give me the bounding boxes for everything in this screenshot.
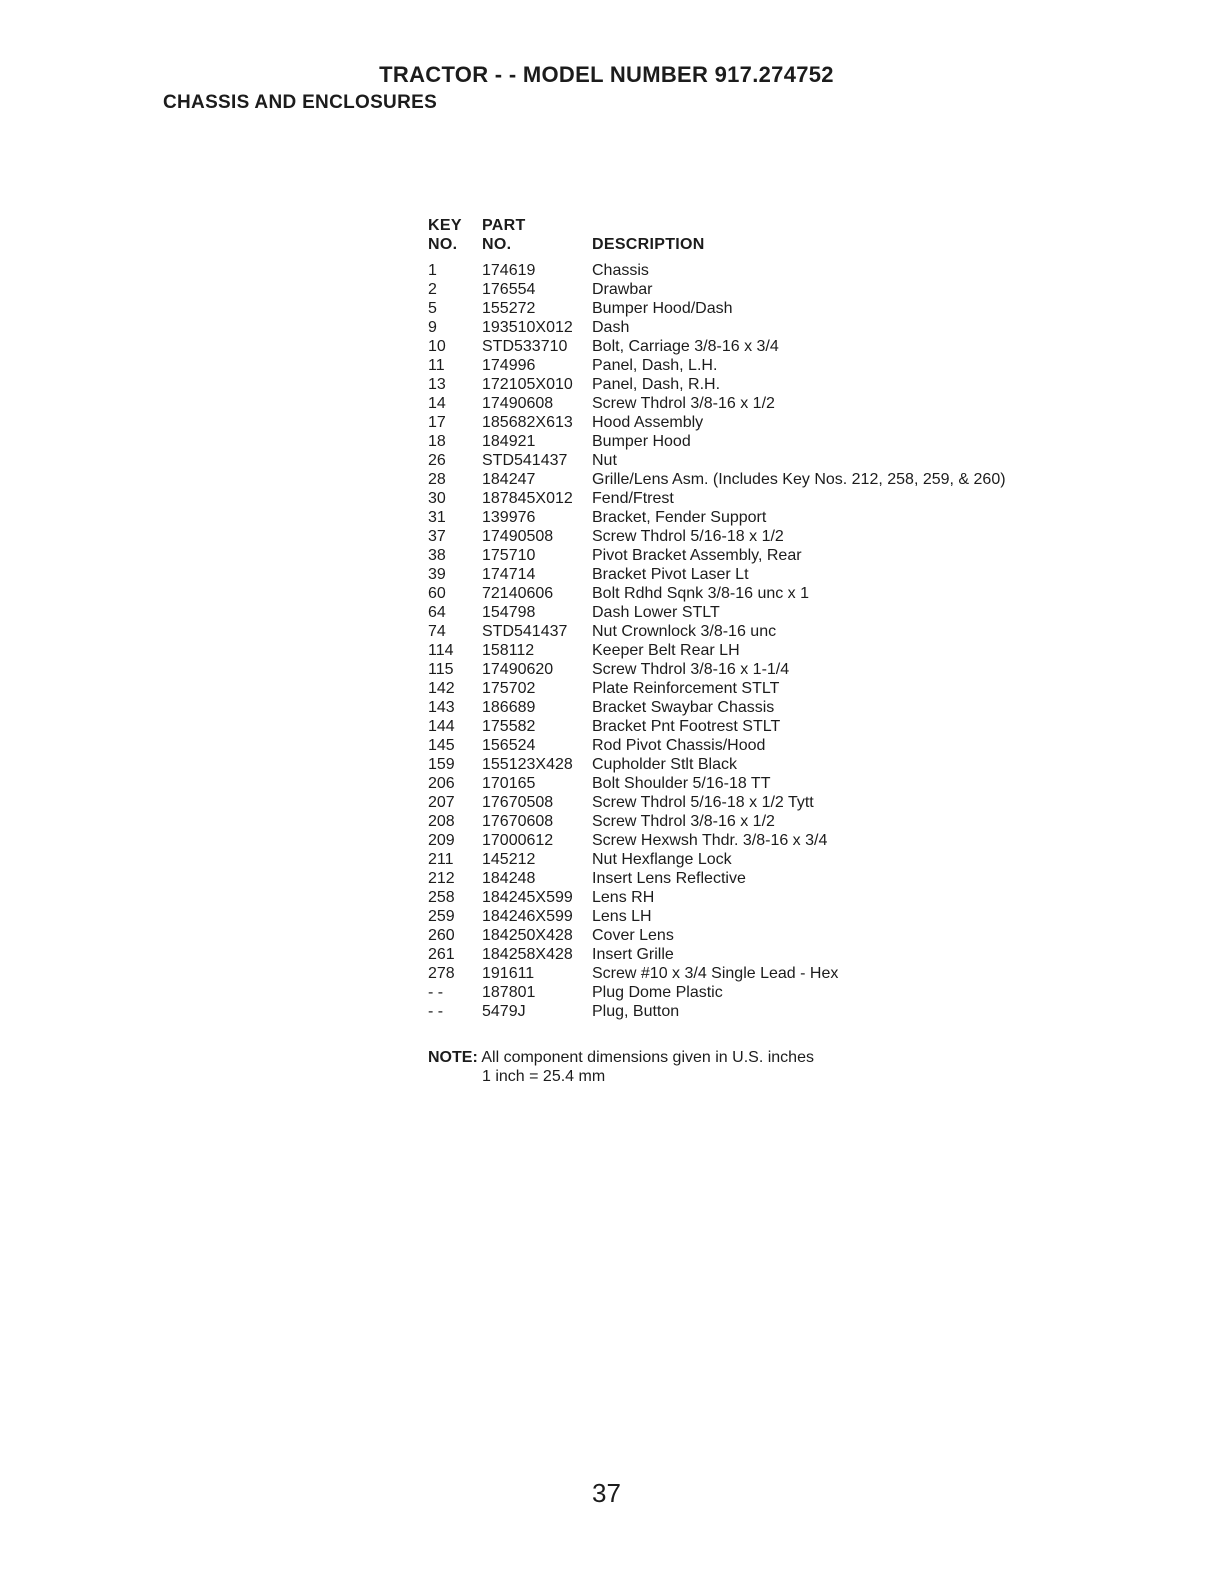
part-description: Screw Hexwsh Thdr. 3/8-16 x 3/4 (592, 832, 828, 849)
part-description: Plug Dome Plastic (592, 984, 723, 1001)
part-description: Dash (592, 319, 630, 336)
table-row (428, 622, 1006, 641)
key-number: 26 (428, 452, 446, 469)
table-row (428, 736, 1006, 755)
part-number: 185682X613 (482, 414, 573, 431)
table-row (428, 888, 1006, 907)
part-number: 193510X012 (482, 319, 573, 336)
table-row (428, 470, 1006, 489)
key-number: - - (428, 1003, 444, 1020)
part-description: Pivot Bracket Assembly, Rear (592, 547, 802, 564)
key-number: 74 (428, 623, 446, 640)
part-description: Dash Lower STLT (592, 604, 720, 621)
part-description: Plate Reinforcement STLT (592, 680, 780, 697)
part-description: Bracket, Fender Support (592, 509, 767, 526)
part-description: Keeper Belt Rear LH (592, 642, 740, 659)
table-row (428, 318, 1006, 337)
table-row (428, 641, 1006, 660)
table-row (428, 926, 1006, 945)
part-number: 155123X428 (482, 756, 573, 773)
part-description: Rod Pivot Chassis/Hood (592, 737, 766, 754)
table-row (428, 660, 1006, 679)
part-description: Hood Assembly (592, 414, 704, 431)
table-header-row (428, 235, 1006, 254)
part-description: Screw #10 x 3/4 Single Lead - Hex (592, 965, 839, 982)
table-row (428, 546, 1006, 565)
table-row (428, 755, 1006, 774)
key-number: 259 (428, 908, 455, 925)
table-row (428, 565, 1006, 584)
part-description: Bumper Hood/Dash (592, 300, 733, 317)
part-description: Insert Grille (592, 946, 674, 963)
part-description: Bolt Rdhd Sqnk 3/8-16 unc x 1 (592, 585, 810, 602)
note-block (428, 1048, 814, 1086)
part-description: Drawbar (592, 281, 653, 298)
part-number: 17490620 (482, 661, 554, 678)
table-row (428, 945, 1006, 964)
key-number: 260 (428, 927, 455, 944)
key-number: 10 (428, 338, 446, 355)
part-number: 175710 (482, 547, 536, 564)
part-number: 186689 (482, 699, 536, 716)
page-number: 37 (592, 1478, 621, 1508)
part-number: 187845X012 (482, 490, 573, 507)
part-number: 139976 (482, 509, 536, 526)
key-number: 115 (428, 661, 454, 678)
page-title: TRACTOR - - MODEL NUMBER 917.274752 (379, 62, 834, 87)
part-description: Nut Crownlock 3/8-16 unc (592, 623, 777, 640)
key-number: 5 (428, 300, 437, 317)
part-number: 184258X428 (482, 946, 573, 963)
table-row (428, 964, 1006, 983)
table-body (428, 261, 1006, 1021)
part-number: 184248 (482, 870, 536, 887)
part-number: 184921 (482, 433, 536, 450)
part-number: STD533710 (482, 338, 568, 355)
part-description: Lens LH (592, 908, 652, 925)
header-part: PART (482, 217, 526, 234)
part-number: STD541437 (482, 452, 568, 469)
key-number: 114 (428, 642, 454, 659)
table-row (428, 698, 1006, 717)
key-number: 144 (428, 718, 455, 735)
part-number: 155272 (482, 300, 536, 317)
header-description: DESCRIPTION (592, 236, 705, 253)
part-description: Bracket Swaybar Chassis (592, 699, 775, 716)
key-number: 11 (428, 357, 445, 374)
part-description: Insert Lens Reflective (592, 870, 746, 887)
key-number: 208 (428, 813, 455, 830)
part-number: 17000612 (482, 832, 554, 849)
part-description: Bolt, Carriage 3/8-16 x 3/4 (592, 338, 779, 355)
part-description: Chassis (592, 262, 649, 279)
note-conversion: 1 inch = 25.4 mm (482, 1068, 606, 1085)
part-number: 187801 (482, 984, 536, 1001)
key-number: 142 (428, 680, 455, 697)
table-row (428, 774, 1006, 793)
part-number: 184245X599 (482, 889, 573, 906)
part-number: 184246X599 (482, 908, 573, 925)
table-row (428, 869, 1006, 888)
part-description: Screw Thdrol 3/8-16 x 1/2 (592, 813, 775, 830)
part-number: 154798 (482, 604, 536, 621)
table-row (428, 793, 1006, 812)
part-description: Screw Thdrol 5/16-18 x 1/2 Tytt (592, 794, 814, 811)
part-number: 17670508 (482, 794, 554, 811)
table-row (428, 850, 1006, 869)
key-number: 206 (428, 775, 455, 792)
part-number: 72140606 (482, 585, 554, 602)
key-number: 212 (428, 870, 455, 887)
table-row (428, 584, 1006, 603)
section-subtitle: CHASSIS AND ENCLOSURES (163, 92, 438, 113)
key-number: 37 (428, 528, 446, 545)
key-number: 9 (428, 319, 437, 336)
key-number: 18 (428, 433, 446, 450)
table-row (428, 983, 1006, 1002)
part-number: 174714 (482, 566, 536, 583)
table-row (428, 413, 1006, 432)
key-number: 278 (428, 965, 455, 982)
note-line (428, 1048, 814, 1067)
part-description: Screw Thdrol 5/16-18 x 1/2 (592, 528, 784, 545)
part-description: Nut Hexflange Lock (592, 851, 732, 868)
part-number: STD541437 (482, 623, 568, 640)
key-number: 209 (428, 832, 455, 849)
key-number: 261 (428, 946, 455, 963)
part-number: 156524 (482, 737, 536, 754)
key-number: 60 (428, 585, 446, 602)
part-description: Cupholder Stlt Black (592, 756, 737, 773)
part-description: Cover Lens (592, 927, 674, 944)
key-number: - - (428, 984, 444, 1001)
part-description: Screw Thdrol 3/8-16 x 1/2 (592, 395, 775, 412)
key-number: 64 (428, 604, 446, 621)
table-row (428, 508, 1006, 527)
table-row (428, 603, 1006, 622)
table-row (428, 394, 1006, 413)
part-description: Fend/Ftrest (592, 490, 674, 507)
note-text: All component dimensions given in U.S. inches (477, 1049, 814, 1066)
part-number: 176554 (482, 281, 536, 298)
key-number: 38 (428, 547, 446, 564)
part-description: Lens RH (592, 889, 655, 906)
table-row (428, 451, 1006, 470)
part-description: Panel, Dash, L.H. (592, 357, 718, 374)
part-number: 17490508 (482, 528, 554, 545)
part-number: 184247 (482, 471, 536, 488)
key-number: 39 (428, 566, 446, 583)
part-number: 184250X428 (482, 927, 573, 944)
table-row (428, 679, 1006, 698)
part-number: 175582 (482, 718, 536, 735)
part-number: 172105X010 (482, 376, 573, 393)
key-number: 145 (428, 737, 455, 754)
part-description: Bumper Hood (592, 433, 691, 450)
table-row (428, 432, 1006, 451)
table-row (428, 375, 1006, 394)
part-description: Bracket Pnt Footrest STLT (592, 718, 781, 735)
key-number: 1 (428, 262, 437, 279)
table-row (428, 1002, 1006, 1021)
key-number: 159 (428, 756, 455, 773)
key-number: 211 (428, 851, 454, 868)
part-number: 175702 (482, 680, 536, 697)
key-number: 143 (428, 699, 455, 716)
table-row (428, 831, 1006, 850)
part-number: 158112 (482, 642, 535, 659)
table-row (428, 489, 1006, 508)
part-number: 145212 (482, 851, 536, 868)
table-header-row (428, 216, 1006, 235)
part-description: Plug, Button (592, 1003, 680, 1020)
part-number: 191611 (482, 965, 535, 982)
part-number: 5479J (482, 1003, 526, 1020)
part-number: 174996 (482, 357, 536, 374)
key-number: 28 (428, 471, 446, 488)
table-row (428, 337, 1006, 356)
header-part-no: NO. (482, 236, 512, 253)
part-description: Grille/Lens Asm. (Includes Key Nos. 212, 258, 259, & 260) (592, 471, 1006, 488)
key-number: 17 (428, 414, 446, 431)
table-row (428, 812, 1006, 831)
table-row (428, 717, 1006, 736)
part-number: 174619 (482, 262, 536, 279)
key-number: 258 (428, 889, 455, 906)
part-description: Bracket Pivot Laser Lt (592, 566, 749, 583)
part-description: Nut (592, 452, 617, 469)
header-key-no: NO. (428, 236, 458, 253)
header-key: KEY (428, 217, 462, 234)
table-row (428, 299, 1006, 318)
key-number: 2 (428, 281, 437, 298)
note-label: NOTE: (428, 1049, 478, 1066)
table-row (428, 356, 1006, 375)
part-description: Screw Thdrol 3/8-16 x 1-1/4 (592, 661, 790, 678)
table-row (428, 261, 1006, 280)
part-number: 17490608 (482, 395, 554, 412)
table-row (428, 907, 1006, 926)
part-number: 17670608 (482, 813, 554, 830)
key-number: 30 (428, 490, 446, 507)
part-description: Bolt Shoulder 5/16-18 TT (592, 775, 771, 792)
part-description: Panel, Dash, R.H. (592, 376, 721, 393)
part-number: 170165 (482, 775, 536, 792)
key-number: 13 (428, 376, 446, 393)
parts-table (428, 216, 1006, 1021)
table-row (428, 280, 1006, 299)
key-number: 207 (428, 794, 455, 811)
key-number: 14 (428, 395, 446, 412)
table-row (428, 527, 1006, 546)
key-number: 31 (428, 509, 446, 526)
